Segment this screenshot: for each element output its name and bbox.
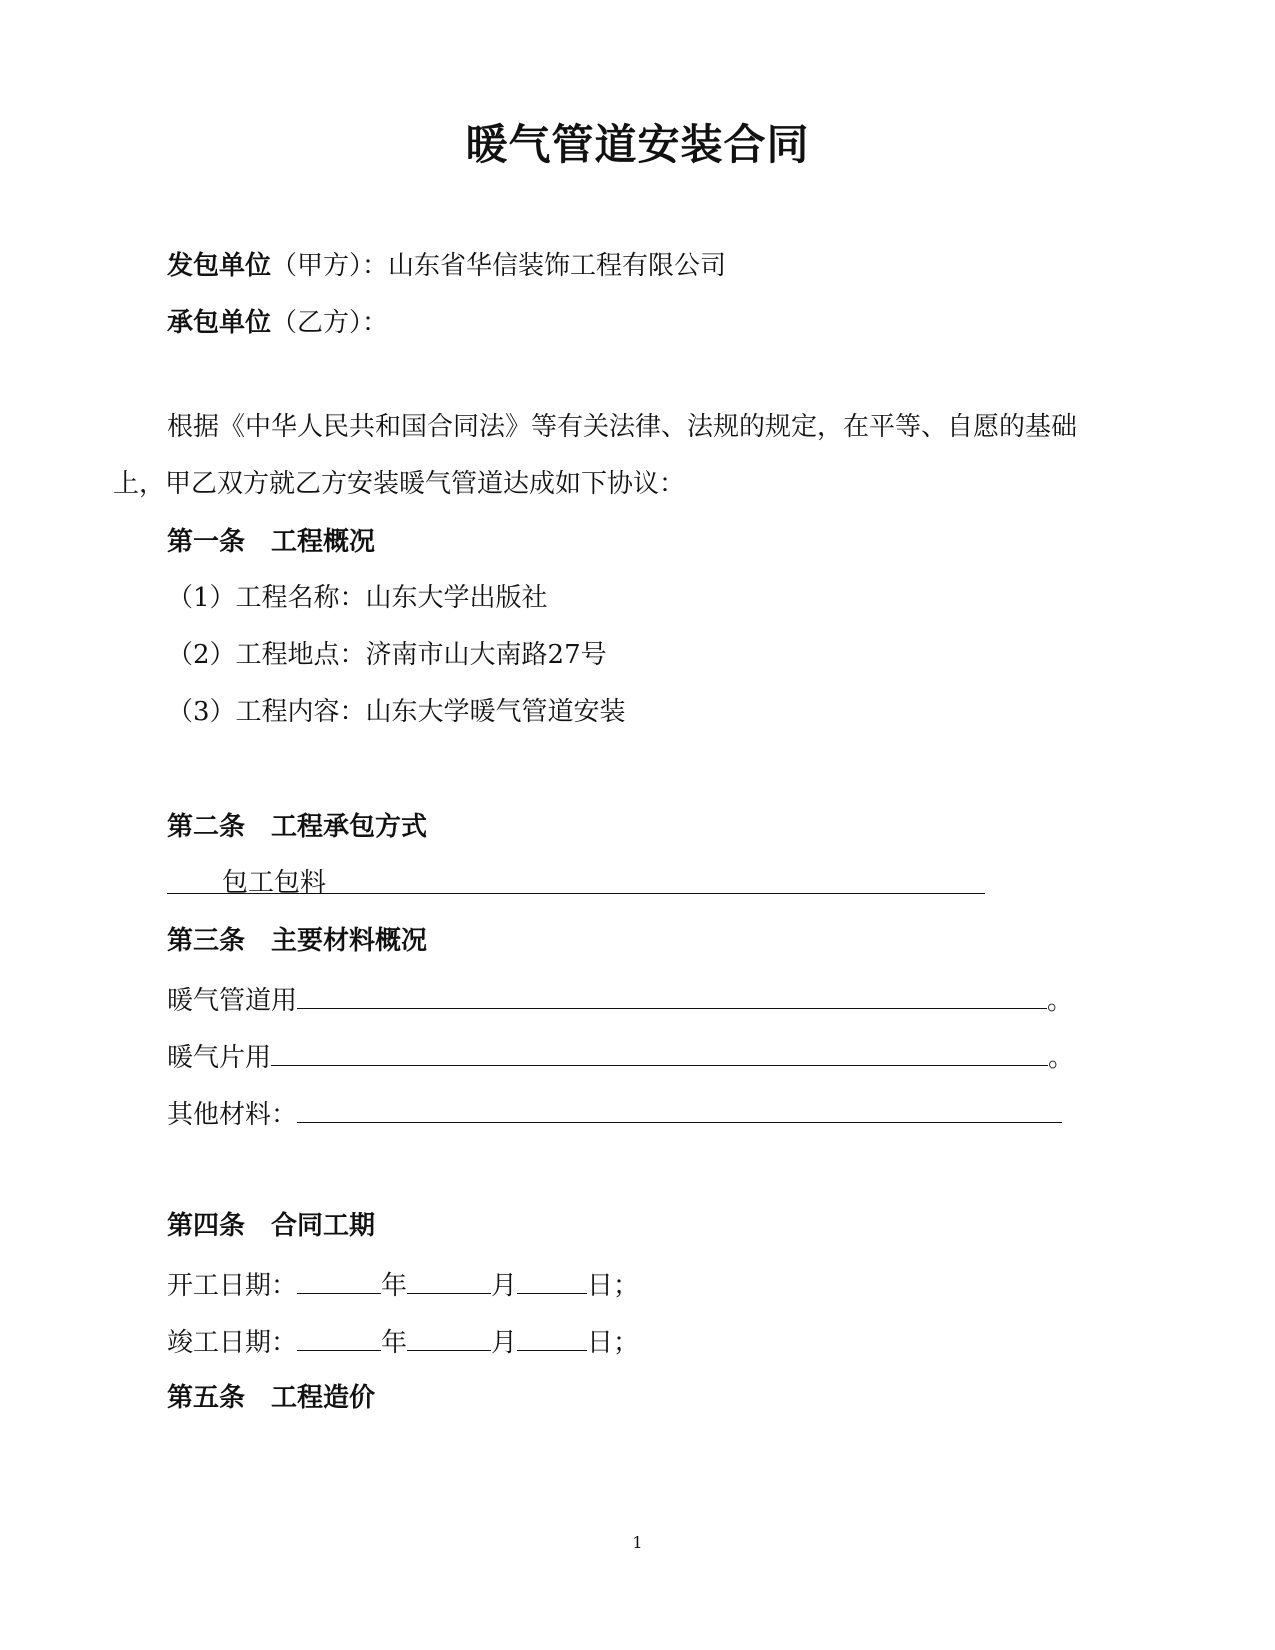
year-label: 年 [381, 1328, 408, 1358]
start-year-blank[interactable] [297, 1265, 381, 1294]
contract-method-value: 包工包料 [222, 868, 327, 898]
end-day-blank[interactable] [517, 1322, 587, 1351]
day-label: 日； [587, 1271, 640, 1301]
start-date-label: 开工日期： [167, 1271, 298, 1301]
radiator-material-line [167, 1037, 1074, 1076]
radiator-material-blank[interactable] [271, 1037, 1048, 1066]
pipe-material-label: 暖气管道用 [167, 986, 298, 1016]
year-label: 年 [381, 1271, 408, 1301]
article-1-item: （1）工程名称：山东大学出版社 [167, 583, 548, 613]
end-date-line [167, 1322, 639, 1361]
start-date-line [167, 1265, 639, 1304]
party-b-line [167, 305, 388, 341]
article-3-heading: 第三条 主要材料概况 [167, 926, 428, 956]
party-b-label: 承包单位 [167, 308, 272, 338]
pipe-material-period: 。 [1047, 986, 1074, 1016]
page-number: 1 [632, 1533, 643, 1552]
pipe-material-blank[interactable] [297, 980, 1047, 1009]
document-title: 暖气管道安装合同 [465, 120, 810, 169]
radiator-material-period: 。 [1048, 1043, 1075, 1073]
intro-line-2: 上，甲乙双方就乙方安装暖气管道达成如下协议： [113, 469, 686, 499]
start-month-blank[interactable] [407, 1265, 491, 1294]
article-5-heading: 第五条 工程造价 [167, 1383, 376, 1413]
end-year-blank[interactable] [297, 1322, 381, 1351]
pipe-material-line [167, 980, 1073, 1019]
article-2-heading: 第二条 工程承包方式 [167, 812, 428, 842]
start-day-blank[interactable] [517, 1265, 587, 1294]
party-b-paren: （乙方）： [271, 308, 389, 338]
article-1-heading: 第一条 工程概况 [167, 527, 376, 557]
article-1-item: （2）工程地点：济南市山大南路27号 [167, 640, 607, 670]
end-month-blank[interactable] [407, 1322, 491, 1351]
month-label: 月 [491, 1271, 518, 1301]
party-a-label: 发包单位 [167, 251, 272, 281]
radiator-material-label: 暖气片用 [167, 1043, 272, 1073]
other-material-label: 其他材料： [167, 1100, 298, 1130]
party-a-paren: （甲方）： [271, 251, 389, 281]
party-a-line [167, 248, 726, 284]
month-label: 月 [491, 1328, 518, 1358]
other-material-blank[interactable] [297, 1094, 1062, 1123]
party-a-value: 山东省华信装饰工程有限公司 [388, 251, 727, 281]
other-material-line [167, 1094, 1062, 1133]
intro-line-1: 根据《中华人民共和国合同法》等有关法律、法规的规定，在平等、自愿的基础 [167, 412, 1078, 442]
day-label: 日； [587, 1328, 640, 1358]
end-date-label: 竣工日期： [167, 1328, 298, 1358]
article-4-heading: 第四条 合同工期 [167, 1211, 376, 1241]
article-1-item: （3）工程内容：山东大学暖气管道安装 [167, 697, 626, 727]
